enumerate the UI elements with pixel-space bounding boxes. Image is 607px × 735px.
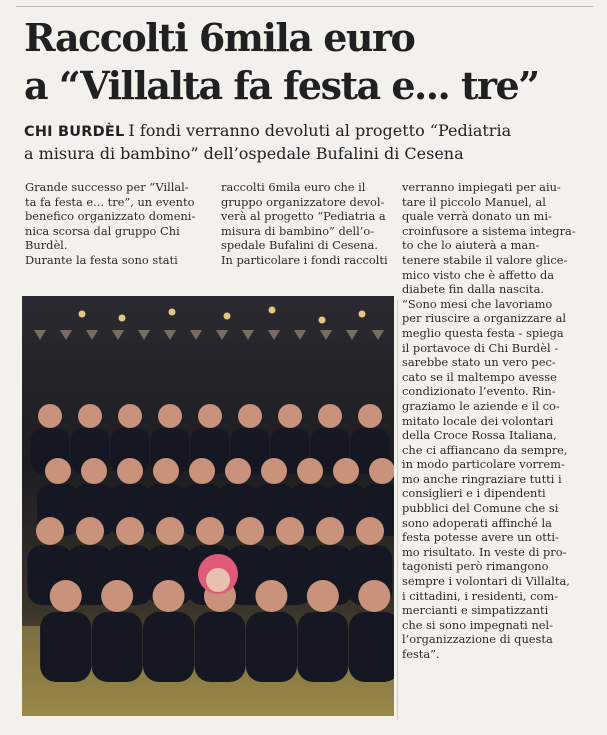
column-line: “Sono mesi che lavoriamo [402,296,553,311]
person-face [356,517,384,545]
subhead-line-2: a misura di bambino” dell’ospedale Bufalini di Cesena [24,144,464,163]
column-line: croinfusore a sistema integra- [402,223,576,238]
column-line: raccolti 6mila euro che il [221,180,366,194]
kicker: CHI BURDÈL [24,124,125,140]
person-body [246,612,297,682]
bunting-flag [346,330,358,340]
headline-line-2: a “Villalta fa festa e... tre” [24,63,539,108]
person-face [78,404,102,428]
person-body [92,612,143,682]
person-body [194,612,245,682]
column-line: festa”. [402,647,440,661]
person-face [333,458,359,484]
column-line: meglio questa festa - spiega [402,325,564,340]
group-photo-illustration [22,296,394,716]
person-face [307,580,339,612]
light-bulb [119,315,126,322]
column-line: Durante la festa sono stati [25,252,178,267]
column-line: Grande successo per “Villal- [25,180,189,194]
bunting-flag [138,330,150,340]
person-face [225,458,251,484]
person-face [50,580,82,612]
person-face [189,458,215,484]
bunting-flag [60,330,72,340]
column-line: ta fa festa e... tre”, un evento [25,194,195,209]
light-bulb [359,311,366,318]
bunting-flag [320,330,332,340]
column-line: mo anche ringraziare tutti i [402,471,562,486]
wig-wearer-face [206,568,230,592]
column-line: consiglieri e i dipendenti [402,486,546,501]
column-line: cato se il maltempo avesse [402,369,557,384]
column-line: festa potesse avere un otti- [402,530,559,545]
subheadline [24,120,594,164]
person-face [101,580,133,612]
column-line: tagonisti però rimangono [402,559,549,574]
light-bulb [169,309,176,316]
column-line: mico visto che è affetto da [402,267,555,282]
person-face [198,404,222,428]
column-line: tenere stabile il valore glice- [402,252,568,267]
column-line: l’organizzazione di questa [402,632,553,647]
column-line: quale verrà donato un mi- [402,209,552,224]
light-bulb [319,317,326,324]
person-face [156,517,184,545]
column-line: Burdèl. [25,238,68,253]
column-line: tare il piccolo Manuel, al [402,194,546,209]
column-line: verranno impiegati per aiu- [402,180,561,194]
subhead-text-1: I fondi verranno devoluti al progetto “Pediatria [128,121,512,140]
column-line: condizionato l’evento. Rin- [402,384,556,399]
bunting-flag [86,330,98,340]
person-body [40,612,91,682]
light-bulb [269,307,276,314]
column-line: spedale Bufalini di Cesena. [221,238,378,253]
column-line: sempre i volontari di Villalta, [402,574,570,589]
bunting-flag [242,330,254,340]
column-line: che ci affiancano da sempre, [402,442,568,457]
column-line: sono adoperati affinché la [402,515,552,530]
person-face [238,404,262,428]
headline-line-1: Raccolti 6mila euro [24,15,415,60]
person-face [236,517,264,545]
bunting-flag [164,330,176,340]
column-line: nica scorsa dal gruppo Chi [25,223,180,238]
person-face [318,404,342,428]
person-face [153,458,179,484]
person-body [349,612,394,682]
person-face [117,458,143,484]
person-face [255,580,287,612]
column-line: verà al progetto “Pediatria a [221,209,386,224]
column-line: il portavoce di Chi Burdèl - [402,340,559,355]
person-face [297,458,323,484]
person-face [358,404,382,428]
person-face [76,517,104,545]
column-line: mercianti e simpatizzanti [402,603,549,618]
article-column-2 [221,180,391,268]
column-line: graziamo le aziende e il co- [402,398,560,413]
person-body [143,612,194,682]
column-divider [397,300,398,720]
person-face [116,517,144,545]
person-face [81,458,107,484]
person-face [369,458,394,484]
light-bulb [79,311,86,318]
article-column-1 [25,180,215,268]
person-face [316,517,344,545]
column-line: che si sono impegnati nel- [402,617,554,632]
column-line: to che lo aiuterà a man- [402,238,540,253]
top-rule [16,6,593,7]
light-bulb [224,313,231,320]
bunting-flag [372,330,384,340]
column-line: pubblici del Comune che si [402,501,559,516]
column-line: benefico organizzato domeni- [25,209,196,224]
person-face [36,517,64,545]
person-face [358,580,390,612]
column-line: In particolare i fondi raccolti [221,252,388,267]
column-line: mo risultato. In veste di pro- [402,544,567,559]
bunting-flag [268,330,280,340]
column-line: i cittadini, i residenti, com- [402,588,559,603]
person-face [261,458,287,484]
person-face [153,580,185,612]
person-face [276,517,304,545]
column-line: mitato locale dei volontari [402,413,554,428]
person-face [118,404,142,428]
column-line: diabete fin dalla nascita. [402,282,545,297]
column-line: per riuscire a organizzare al [402,311,567,326]
bunting-flag [190,330,202,340]
person-face [38,404,62,428]
column-line: in modo particolare vorrem- [402,457,565,472]
person-face [278,404,302,428]
column-line: sarebbe stato un vero pec- [402,355,556,370]
bunting-flag [294,330,306,340]
bunting-flag [34,330,46,340]
subhead-line-1 [24,120,594,143]
column-line: misura di bambino” dell’o- [221,223,375,238]
article-column-3 [402,180,587,662]
person-body [297,612,348,682]
bunting-flag [216,330,228,340]
person-face [158,404,182,428]
person-face [196,517,224,545]
column-line: della Croce Rossa Italiana, [402,428,557,443]
person-face [45,458,71,484]
bunting-flag [112,330,124,340]
group-photo [22,296,394,716]
column-line: gruppo organizzatore devol- [221,194,385,209]
